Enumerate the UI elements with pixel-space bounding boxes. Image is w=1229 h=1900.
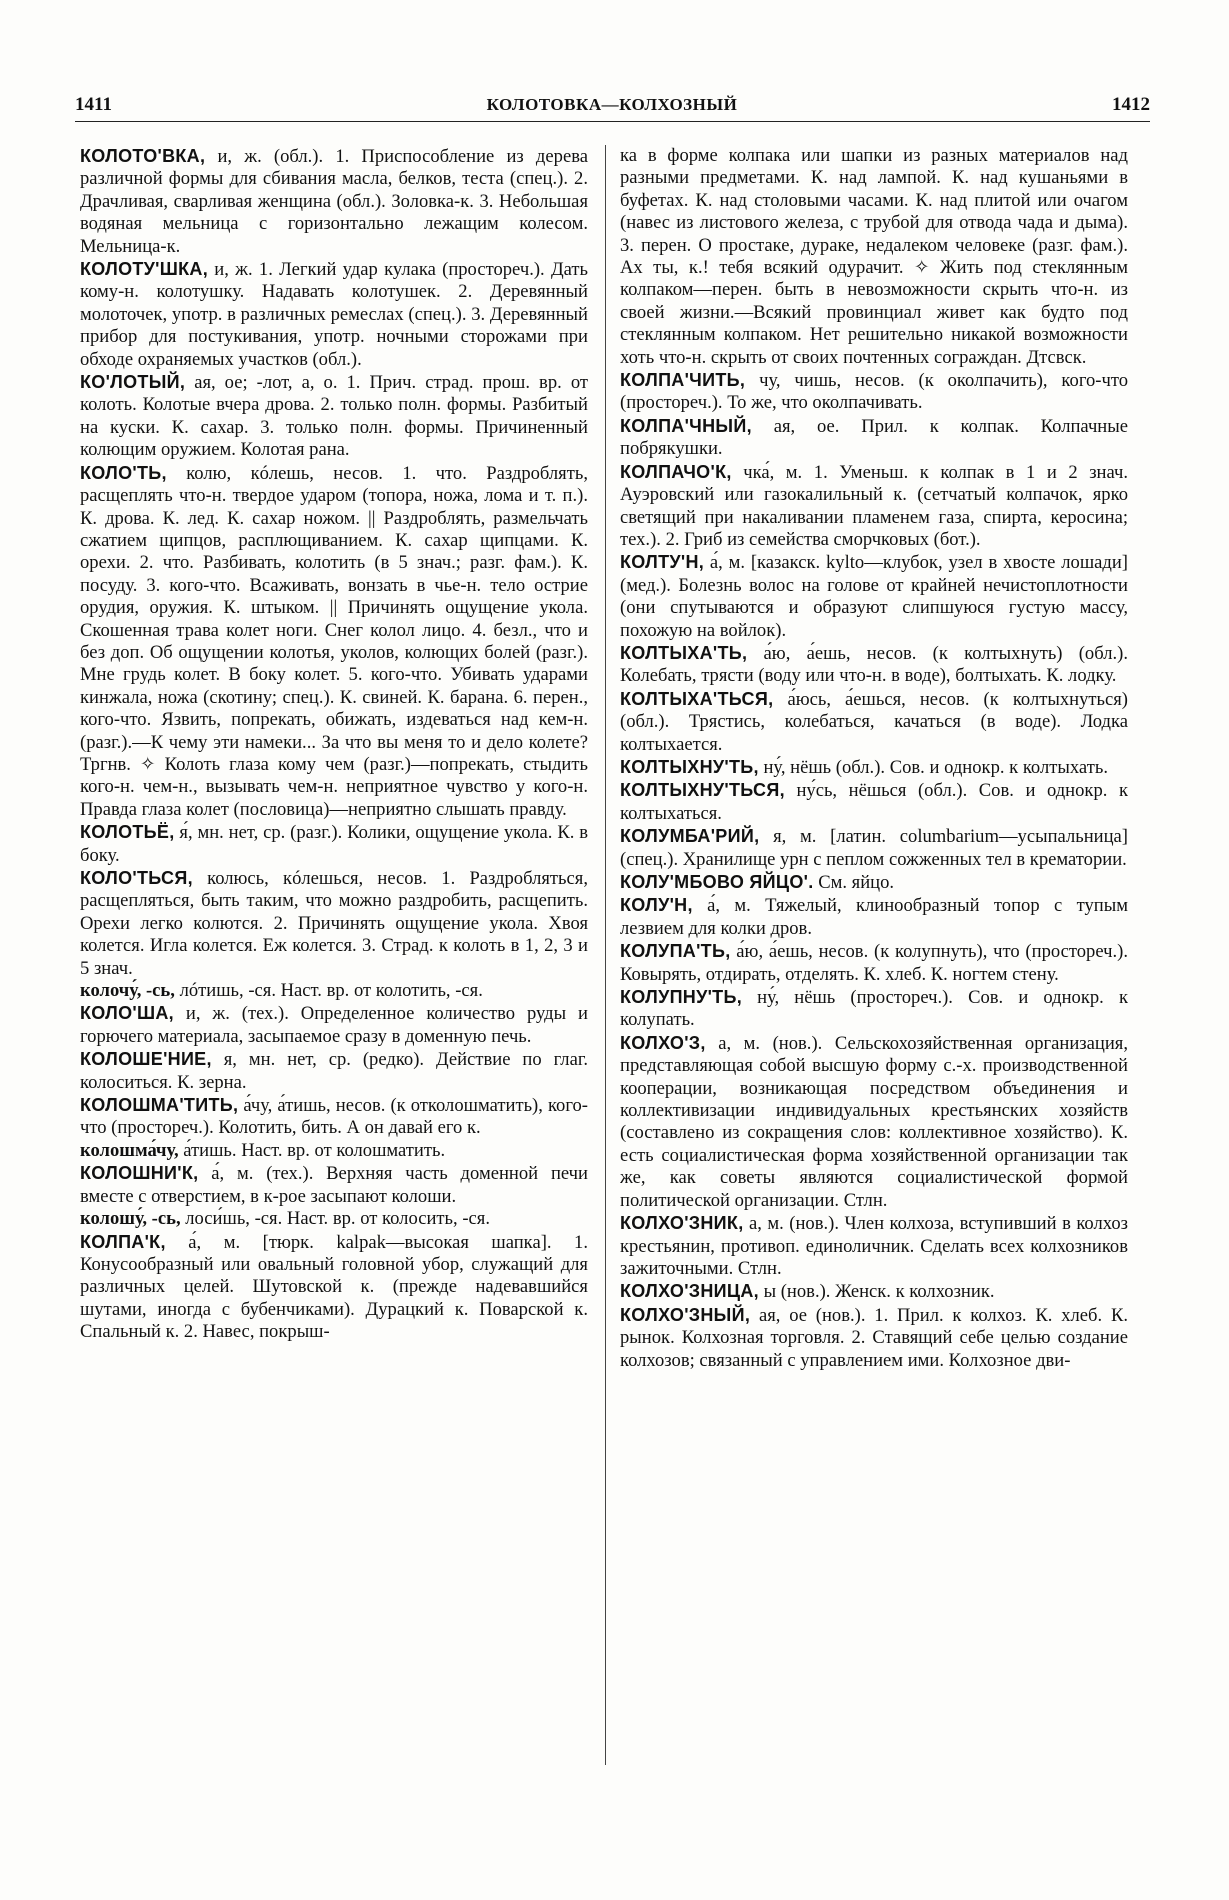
entry-headword: КОЛОТО'ВКА,	[80, 146, 206, 166]
dictionary-entry	[80, 1002, 588, 1048]
dictionary-entry	[620, 894, 1128, 940]
right-page-number: 1412	[1111, 94, 1150, 115]
entry-headword: КОЛО'ТЬ,	[80, 462, 167, 483]
entry-headword: колошу́, -сь,	[80, 1208, 181, 1230]
entry-definition: ая, ое (нов.). 1. Прил. к колхоз. К. хлеб. К. рынок. Колхозная торговля. 2. Ставящий себе целью создание колхозов; связанный с управлением ими. Колхозное дви-	[620, 1304, 1128, 1371]
entry-headword: КОЛУ'МБОВО ЯЙЦО'.	[620, 872, 814, 892]
entry-headword: КОЛПА'К,	[80, 1231, 166, 1252]
entry-headword: КОЛО'ТЬСЯ,	[80, 868, 193, 888]
entry-definition: колюсь, кóлешься, несов. 1. Раздробляться, расщепляться, быть таким, что можно раздробить, расщепить. Орехи легко колются. 2. Причинять ощущение укола. Хвоя колется. Игла колется. Еж колется. 3. Страд. к колоть в 1, 2, 3 и 5 знач.	[80, 868, 588, 979]
dictionary-entry	[620, 145, 1128, 369]
entry-headword: КОЛПАЧО'К,	[620, 461, 732, 482]
dictionary-entry	[620, 415, 1128, 461]
dictionary-entry	[80, 1048, 588, 1094]
running-title: КОЛОТОВКА—КОЛХОЗНЫЙ	[486, 95, 738, 114]
entry-headword: КОЛТЫХА'ТЬ,	[620, 642, 748, 663]
entry-headword: КОЛТЫХА'ТЬСЯ,	[620, 688, 774, 709]
entry-definition: См. яйцо.	[813, 872, 895, 893]
entry-headword: колочу́, -сь,	[80, 980, 175, 1002]
entry-headword: КОЛТЫХНУ'ТЬСЯ,	[620, 780, 785, 801]
dictionary-entry	[80, 1162, 588, 1208]
entry-definition: ая, ое. Прил. к колпак. Колпачные побрякушки.	[620, 415, 1128, 460]
dictionary-entry	[620, 642, 1128, 688]
entry-definition: лоси́шь, -ся. Наст. вр. от колосить, -ся.	[180, 1208, 490, 1230]
entry-definition: ну́сь, нёшься (обл.). Сов. и однокр. к колтыхаться.	[620, 780, 1128, 824]
entry-definition: я, м. [латин. columbarium—усыпальница] (спец.). Хранилище урн с пеплом сожженных тел в крематории.	[620, 826, 1128, 870]
dictionary-entry	[620, 1212, 1128, 1280]
dictionary-entry	[620, 871, 1128, 894]
dictionary-entry	[80, 371, 588, 462]
entry-definition: а́, м. (тех.). Верхняя часть доменной печи вместе с отверстием, в к-рое засыпают колоши.	[80, 1163, 588, 1207]
dictionary-entry	[80, 258, 588, 371]
dictionary-entry	[620, 551, 1128, 642]
entry-headword: КОЛО'ША,	[80, 1003, 174, 1024]
entry-definition: ая, ое; -лот, а, о. 1. Прич. страд. прош. вр. от колоть. Колотые вчера дрова. 2. только полн. формы. Разбитый на куски. К. сахар. 3. только полн. формы. Причиненный колющим оружием. Колотая рана.	[80, 372, 588, 461]
entry-headword: КОЛУПНУ'ТЬ,	[620, 987, 743, 1008]
entry-definition: лóтишь, -ся. Наст. вр. от колотить, -ся.	[174, 980, 483, 1002]
dictionary-entry	[620, 1032, 1128, 1212]
entry-headword: КОЛОШЕ'НИЕ,	[80, 1049, 212, 1070]
dictionary-entry	[620, 756, 1128, 779]
entry-definition: чу, чишь, несов. (к околпачить), кого-что (простореч.). То же, что околпачивать.	[620, 370, 1128, 414]
entry-definition: колю, кóлешь, несов. 1. что. Раздроблять, расщеплять что-н. твердое ударом (топора, ножа, лома и т. п.). К. дрова. К. лед. К. сахар ножом. || Раздроблять, размельчать сжатием щипцов, расплющиванием. К. сахар щипцами. К. орехи. 2. что. Разбивать, колотить (в 5 знач.; разг. фам.). К. посуду. 3. кого-что. Всаживать, вонзать в чье-н. тело острие орудия, оружия. К. штыком. || Причинять ощущение укола. Скошенная трава колет ноги. Снег колол лицо. 4. безл., что и без доп. Об ощущении колотья, уколов, колющих болей (разг.). Мне грудь колет. В боку колет. 5. кого-что. Убивать ударами кинжала, ножа (скотину; спец.). К. свиней. К. барана. 6. перен., кого-что. Язвить, попрекать, обижать, издеваться над кем-н. (разг.).—К чему эти намеки... За что вы меня то и дело колете? Тргнв. ✧ Колоть глаза кому чем (разг.)—попрекать, стыдить кого-н. чем-н., вызывать чем-н. неприятное чувство у кого-н. Правда глаза колет (пословица)—неприятно слышать правду.	[80, 462, 588, 820]
entry-headword: КОЛОТЬЁ,	[80, 822, 175, 843]
entry-headword: КОЛОШМА'ТИТЬ,	[80, 1095, 239, 1116]
entry-definition: и, ж. (тех.). Определенное количество руды и горючего материала, засыпаемое сразу в доменную печь.	[80, 1003, 588, 1047]
entry-headword: КОЛТУ'Н,	[620, 552, 705, 573]
entry-definition: а́юсь, а́ешься, несов. (к колтыхнуться) (обл.). Трястись, колебаться, качаться (в воде). Лодка колтыхается.	[620, 688, 1128, 755]
entry-definition: а́, м. [казакск. kylto—клубок, узел в хвосте лошади] (мед.). Болезнь волос на голове от крайней нечистоплотности (они спутываются и образуют слипшуюся густую массу, похожую на войлок).	[620, 552, 1128, 641]
dictionary-entry	[620, 825, 1128, 871]
left-column	[80, 145, 588, 1875]
dictionary-entry	[80, 1140, 588, 1162]
dictionary-entry	[620, 986, 1128, 1032]
entry-headword: КОЛХО'З,	[620, 1032, 706, 1053]
dictionary-entry	[620, 779, 1128, 825]
dictionary-entry	[80, 145, 588, 258]
header-rule	[75, 121, 1150, 122]
entry-definition: ну́, нёшь (простореч.). Сов. и однокр. к колупать.	[620, 987, 1128, 1031]
dictionary-entry	[620, 1280, 1128, 1303]
entry-definition: я, мн. нет, ср. (редко). Действие по глаг. колоситься. К. зерна.	[80, 1049, 588, 1093]
entry-headword: КОЛХО'ЗНИЦА,	[620, 1281, 759, 1302]
entry-definition: и, ж. 1. Легкий удар кулака (простореч.). Дать кому-н. колотушку. Надавать колотушек. 2. Деревянный молоточек, употр. в различных ремеслах (спец.). 3. Деревянный прибор для постукивания, употр. ночными сторожами при обходе охраняемых участков (обл.).	[80, 259, 588, 370]
dictionary-entry	[80, 1094, 588, 1140]
page-header	[75, 90, 1150, 120]
entry-headword: КОЛУ'Н,	[620, 895, 693, 916]
dictionary-entry	[80, 462, 588, 822]
entry-headword: КОЛОТУ'ШКА,	[80, 259, 209, 280]
entry-definition: а, м. (нов.). Сельскохозяйственная организация, представляющая собой высшую форму с.-х. производственной кооперации, возникающая посредством объединения и коллективизации индивидуальных крестьянских хозяйств (составлено из сокращения слов: коллективное хозяйство). К. есть социалистическая форма хозяйственной организации так же, как советы являются социалистической формой политической организации. Стлн.	[620, 1032, 1128, 1211]
entry-definition: а́, м. [тюрк. kalpak—высокая шапка]. 1. Конусообразный или овальный головной убор, служащий для различных целей. Шутовской к. (прежде надевавшийся шутами, иногда с бубенчиками). Дурацкий к. Поварской к. Спальный к. 2. Навес, покрыш-	[80, 1231, 588, 1343]
entry-definition: я́, мн. нет, ср. (разг.). Колики, ощущение укола. К. в боку.	[80, 822, 588, 866]
dictionary-entry	[80, 821, 588, 867]
entry-headword: колошма́чу,	[80, 1139, 179, 1161]
entry-definition: а́ю, а́ешь, несов. (к колупнуть), что (простореч.). Ковырять, отдирать, отделять. К. хлеб. К. ногтем стену.	[620, 941, 1128, 985]
entry-headword: КОЛПА'ЧИТЬ,	[620, 370, 746, 391]
entry-definition: а́ю, а́ешь, несов. (к колтыхнуть) (обл.). Колебать, трясти (воду или что-н. в воде), болтыхать. К. лодку.	[620, 642, 1128, 687]
entry-headword: КОЛПА'ЧНЫЙ,	[620, 415, 752, 436]
entry-headword: КОЛУПА'ТЬ,	[620, 941, 731, 962]
entry-definition: ы (нов.). Женск. к колхозник.	[758, 1281, 995, 1303]
entry-definition: а́, м. Тяжелый, клинообразный топор с тупым лезвием для колки дров.	[620, 895, 1128, 939]
entry-headword: КОЛТЫХНУ'ТЬ,	[620, 756, 759, 777]
dictionary-entry	[620, 940, 1128, 986]
entry-definition: а́чу, а́тишь, несов. (к отколошматить), кого-что (простореч.). Колотить, бить. А он давай его к.	[80, 1095, 588, 1139]
left-page-number: 1411	[75, 94, 112, 115]
dictionary-entry	[80, 980, 588, 1002]
dictionary-entry	[80, 867, 588, 980]
entry-headword: КОЛОШНИ'К,	[80, 1163, 199, 1184]
dictionary-entry	[80, 1231, 588, 1344]
dictionary-entry	[620, 688, 1128, 756]
entry-definition: чка́, м. 1. Уменьш. к колпак в 1 и 2 знач. Ауэровский или газокалильный к. (сетчатый колпачок, ярко светящий при накаливании пламенем газа, спирта, керосина; тех.). 2. Гриб из семейства сморчковых (бот.).	[620, 461, 1128, 550]
column-divider	[605, 145, 606, 1765]
entry-definition: ка в форме колпака или шапки из разных материалов над разными предметами. К. над лампой. К. над кушаньями в буфетах. К. над столовыми часами. К. над плитой или очагом (навес из листового железа, с трубой для отвода чада и дыма). 3. перен. О простаке, дураке, недалеком человеке (разг. фам.). Ах ты, к.! тебя всякий одурачит. ✧ Жить под стеклянным колпаком—перен. быть в невозможности скрыть что-н. из своей жизни.—Всякий провинциал живет как будто под стеклянным колпаком. Нет решительно никакой возможности хоть что-н. скрыть от своих почтенных сограждан. Дтсвск.	[620, 145, 1128, 368]
entry-definition: а, м. (нов.). Член колхоза, вступивший в колхоз крестьянин, противоп. единоличник. Сделать всех колхозников зажиточными. Стлн.	[620, 1213, 1128, 1279]
entry-headword: КОЛУМБА'РИЙ,	[620, 826, 760, 847]
dictionary-entry	[620, 1304, 1128, 1372]
entry-definition: ну́, нёшь (обл.). Сов. и однокр. к колтыхать.	[758, 756, 1108, 778]
entry-definition: а́тишь. Наст. вр. от колошматить.	[178, 1139, 446, 1161]
entry-headword: КОЛХО'ЗНИК,	[620, 1213, 744, 1234]
dictionary-entry	[80, 1208, 588, 1230]
entry-definition: и, ж. (обл.). 1. Приспособление из дерева различной формы для сбивания масла, белков, теста (спец.). 2. Драчливая, сварливая женщина (обл.). Золовка-к. 3. Небольшая водяная мельница с горизонтально лежащим колесом. Мельница-к.	[80, 146, 588, 257]
dictionary-entry	[620, 461, 1128, 552]
entry-headword: КО'ЛОТЫЙ,	[80, 372, 186, 393]
right-column	[620, 145, 1128, 1875]
dictionary-entry	[620, 369, 1128, 415]
entry-headword: КОЛХО'ЗНЫЙ,	[620, 1304, 751, 1325]
